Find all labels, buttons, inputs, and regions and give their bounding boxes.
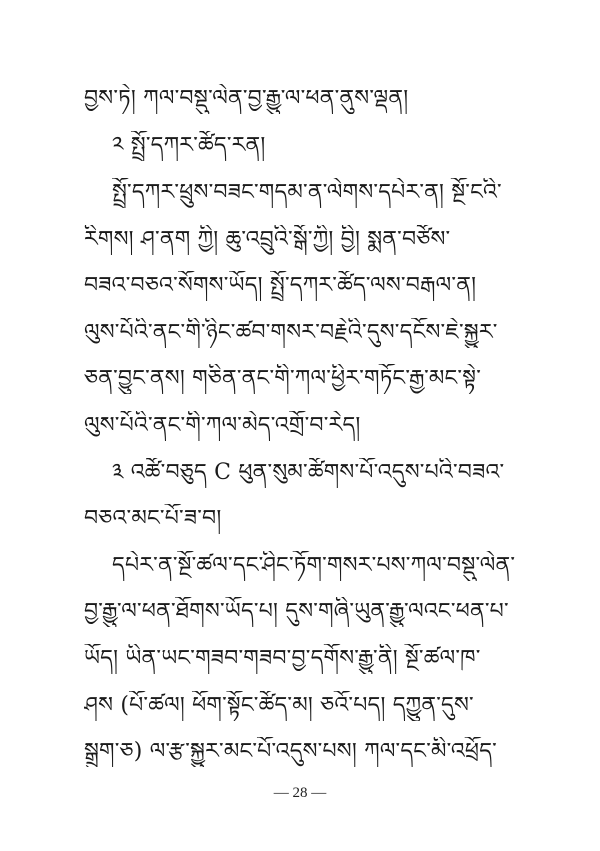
text-line: ལུས་པོའི་ནང་གི་ཉིང་ཚབ་གསར་བརྗེའི་དུས་དངོས་ཇེ་སྐྱུར་ <box>84 320 498 345</box>
text-line: དཔེར་ན་སྔོ་ཚལ་དང་ཤིང་ཏོག་གསར་པས་ཀལ་བསྡུ་ལེན་ <box>112 553 516 578</box>
text-line: བྱ་རྒྱུ་ལ་ཕན་ཐོགས་ཡོད་པ། དུས་གཞི་ཡུན་རྒྱུ་ལའང་ཕན་པ་ <box>84 599 509 624</box>
text-line: ཅན་བྱུང་ནས། གཅིན་ནང་གི་ཀལ་ཕྱིར་གཏོང་རྒྱ་མང་སྟེ་ <box>84 366 482 391</box>
text-line: བཅའ་མང་པོ་ཟ་བ། <box>84 506 222 531</box>
text-line: ཡོད། ཡིན་ཡང་གཟབ་གཟབ་བྱ་དགོས་རྒྱུ་ནི། སྔོ་ཚལ་ཁ་ <box>84 646 481 671</box>
text-line: སྒྲུག་ཅ) ལ་རྩ་སྐྱུར་མང་པོ་འདུས་པས། ཀལ་དང་མི་འཕྲོད་ <box>84 739 497 764</box>
text-line: ཤས (པོ་ཚལ། ཕོག་སྟོང་ཚོད་མ། ཅའོ་པད། དཀྱུན་དུས་ <box>84 693 474 718</box>
text-line: བཟའ་བཅའ་སོགས་ཡོད། སྤྲོ་དཀར་ཚོད་ལས་བརྒལ་ན། <box>84 273 477 298</box>
page-number: — 28 — <box>273 785 327 801</box>
section-heading: ༢ སྤྲོ་དཀར་ཚོད་རན། <box>112 133 266 158</box>
text-line: སྤྲོ་དཀར་ཕྲུས་བཟང་གདམ་ན་ལེགས་དཔེར་ན། སྔོ་ངའི་ <box>112 180 502 205</box>
text-line: རིགས། ཤ་ནག ཀྱི། ཆུ་འབྲུའི་སྒོ་ཀྱི། བྱི། སྨན་བཙོས་ <box>84 227 451 252</box>
text-line: ལུས་པོའི་ནང་གི་ཀལ་མེད་འགྲོ་བ་རེད། <box>84 413 361 438</box>
section-heading: ༣ འཚོ་བཅུད C ཕུན་སུམ་ཚོགས་པོ་འདུས་པའི་བཟའ་ <box>112 460 505 485</box>
text-line: བྱས་ཏེ། ཀལ་བསྡུ་ལེན་བྱ་རྒྱུ་ལ་ཕན་ནུས་ལྡན། <box>84 86 409 111</box>
